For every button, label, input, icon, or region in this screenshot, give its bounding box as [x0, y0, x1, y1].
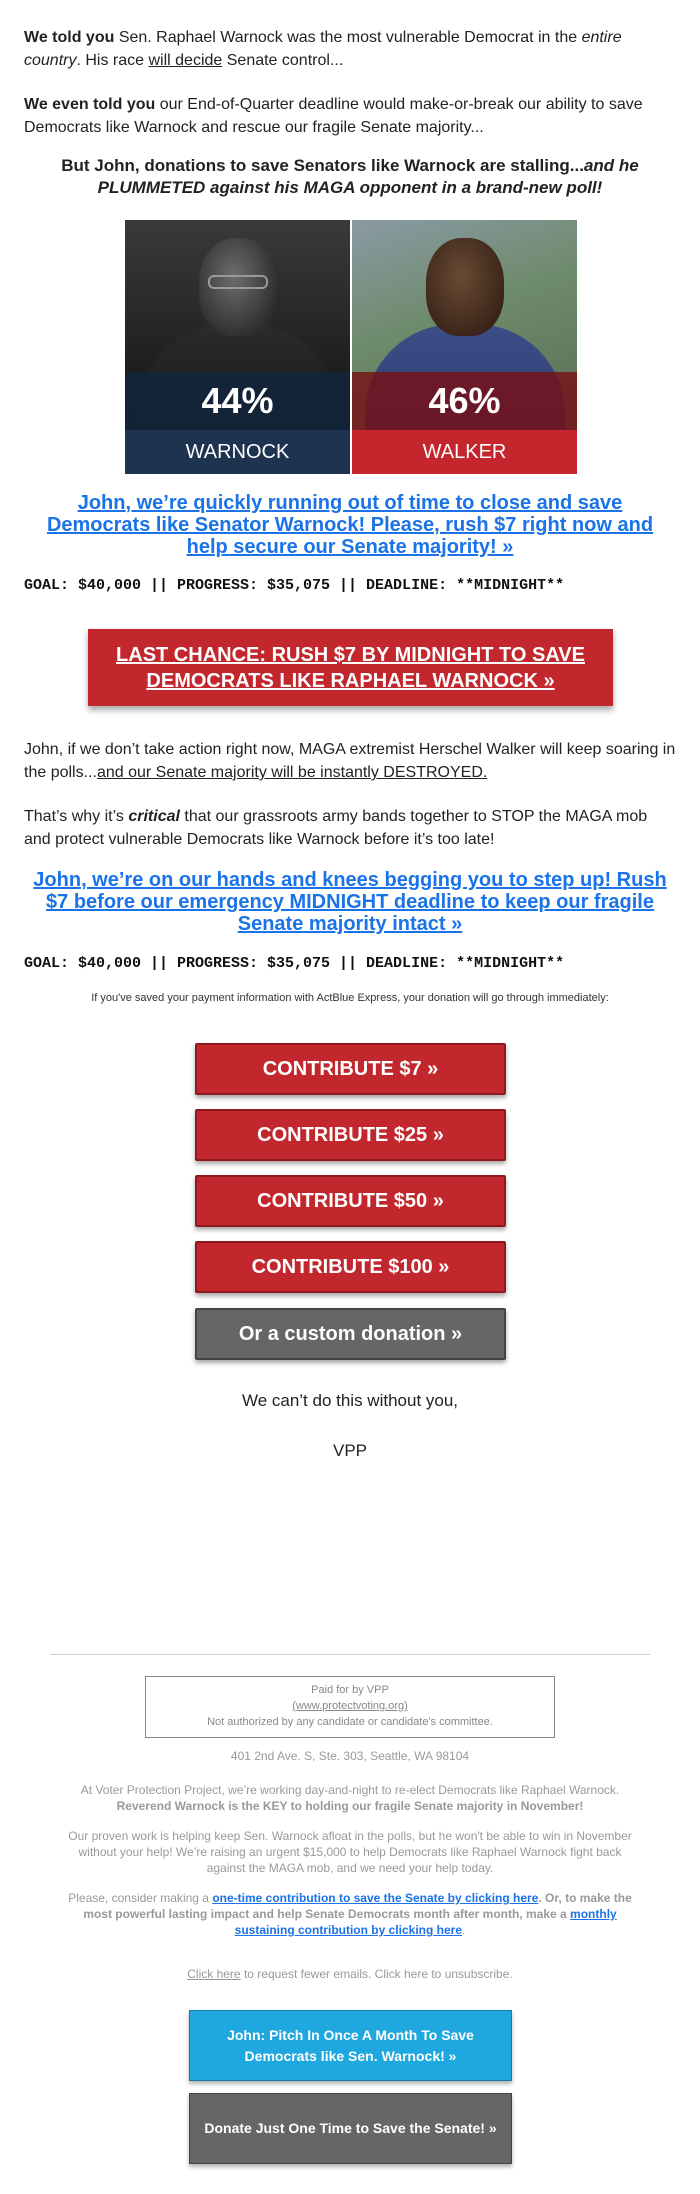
footer-paragraph-1 — [60, 1782, 640, 1814]
monthly-donation-button[interactable]: John: Pitch In Once A Month To Save Democrats like Sen. Warnock! » — [189, 2010, 512, 2081]
footer-text-3a: Please, consider making a — [68, 1891, 213, 1905]
intro-text-1b: . His race — [76, 52, 149, 69]
footer-strong-1: Reverend Warnock is the KEY to holding our fragile Senate majority in November! — [116, 1799, 584, 1813]
footer-paragraph-3 — [60, 1890, 640, 1938]
intro-text-2a: our End-of-Quarter deadline would make-or-break our ability to save Democrats like Warnock and rescue our fragile Senate majority... — [24, 96, 643, 136]
fewer-emails-link[interactable]: Click here — [187, 1967, 241, 1981]
body-underline-3: and our Senate majority will be instantly DESTROYED. — [96, 764, 488, 781]
footer-divider — [50, 1654, 650, 1655]
poll-image[interactable] — [125, 220, 577, 474]
body-text-3a: John, if we don’t take action right now, MAGA extremist Herschel Walker will keep soaring in the polls... — [24, 741, 676, 781]
footer-paragraph-4 — [60, 1966, 640, 1982]
warnock-photo — [125, 220, 350, 474]
monthly-contribution-link[interactable]: monthly sustaining contribution by clicking here — [234, 1907, 617, 1937]
walker-silhouette-head — [426, 238, 504, 336]
paid-by: Paid for by VPP — [311, 1684, 389, 1696]
unsubscribe-text[interactable]: to request fewer emails. Click here to unsubscribe. — [240, 1967, 513, 1981]
contribute-50-button[interactable]: CONTRIBUTE $50 » — [195, 1175, 506, 1227]
walker-name: WALKER — [352, 430, 577, 474]
intro-paragraph-2 — [24, 93, 676, 139]
donate-link-2[interactable]: John, we’re on our hands and knees begging you to step up! Rush $7 before our emergency MIDNIGHT deadline to keep our fragile Senate majority intact » — [33, 869, 667, 935]
one-time-donation-button[interactable]: Donate Just One Time to Save the Senate! » — [189, 2093, 512, 2164]
intro-text-1a: Sen. Raphael Warnock was the most vulnerable Democrat in the — [114, 29, 582, 46]
signature: VPP — [332, 1441, 368, 1460]
warnock-name: WARNOCK — [125, 430, 350, 474]
goal-progress-line-2: GOAL: $40,000 || PROGRESS: $35,075 || DEADLINE: **MIDNIGHT** — [24, 955, 565, 972]
body-text-4a: That’s why it’s — [24, 808, 129, 825]
contribute-7-button[interactable]: CONTRIBUTE $7 » — [195, 1043, 506, 1095]
intro-underline-1: will decide — [148, 52, 223, 69]
body-paragraph-3 — [24, 738, 676, 784]
headline-text: But John, donations to save Senators like Warnock are stalling... — [61, 156, 584, 175]
donate-link-1[interactable]: John, we’re quickly running out of time to close and save Democrats like Senator Warnock! Please, rush $7 right now and help secure our Senate majority! » — [46, 492, 654, 558]
intro-em-1: entire country — [24, 29, 622, 69]
footer-text-1a: At Voter Protection Project, we’re working day-and-night to re-elect Democrats like Raphael Warnock. — [80, 1783, 620, 1797]
last-chance-button[interactable]: LAST CHANCE: RUSH $7 BY MIDNIGHT TO SAVE DEMOCRATS LIKE RAPHAEL WARNOCK » — [88, 629, 613, 706]
closing-line: We can’t do this without you, — [241, 1391, 459, 1410]
walker-percent: 46% — [352, 372, 577, 430]
headline-em: and he PLUMMETED against his MAGA opponent in a brand-new poll! — [97, 156, 639, 197]
body-paragraph-4 — [24, 805, 676, 851]
address: 401 2nd Ave. S, Ste. 303, Seattle, WA 98104 — [230, 1749, 470, 1763]
footer-text-3c: . — [462, 1923, 466, 1937]
glasses-icon — [208, 275, 268, 289]
body-text-4b: that our grassroots army bands together to STOP the MAGA mob and protect vulnerable Democrats like Warnock before it’s too late! — [24, 808, 648, 848]
contribute-100-button[interactable]: CONTRIBUTE $100 » — [195, 1241, 506, 1293]
walker-photo — [352, 220, 577, 474]
not-authorized: Not authorized by any candidate or candidate's committee. — [207, 1716, 493, 1728]
actblue-note: If you've saved your payment information with ActBlue Express, your donation will go through immediately: — [91, 992, 609, 1004]
warnock-percent: 44% — [125, 372, 350, 430]
intro-strong-1: We told you — [24, 29, 115, 46]
intro-strong-2: We even told you — [24, 96, 156, 113]
custom-donation-button[interactable]: Or a custom donation » — [195, 1308, 506, 1360]
contribute-25-button[interactable]: CONTRIBUTE $25 » — [195, 1109, 506, 1161]
footer-strong-3: . Or, to make the most powerful lasting impact and help Senate Democrats month after month, make a — [83, 1891, 632, 1921]
one-time-contribution-link[interactable]: one-time contribution to save the Senate by clicking here — [212, 1891, 539, 1905]
footer-paragraph-2: Our proven work is helping keep Sen. Warnock afloat in the polls, but he won't be able to win in November without your help! We’re raising an urgent $15,000 to help Democrats like Raphael Warnock fight back against the MAGA mob, and we need your help today. — [68, 1829, 632, 1875]
body-em-4: critical — [128, 808, 180, 825]
intro-paragraph-1 — [24, 26, 676, 72]
poll-headline — [24, 155, 676, 199]
paid-for-box — [145, 1676, 555, 1738]
goal-progress-line-1: GOAL: $40,000 || PROGRESS: $35,075 || DEADLINE: **MIDNIGHT** — [24, 577, 565, 594]
intro-text-1c: Senate control... — [222, 52, 344, 69]
site-link[interactable]: (www.protectvoting.org) — [292, 1700, 408, 1712]
